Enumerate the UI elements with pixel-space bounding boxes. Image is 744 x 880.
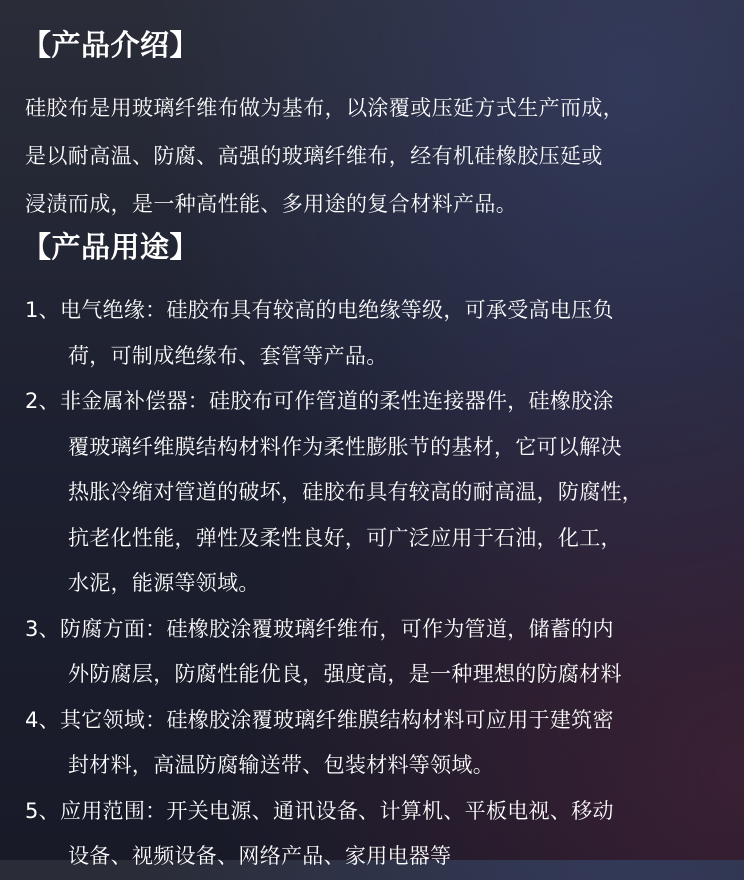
use-item-electrical-insulation [25,288,730,379]
use-item-non-metal-compensator [25,379,730,607]
use-item-line: 2、非金属补偿器：硅胶布可作管道的柔性连接器件，硅橡胶涂 [25,389,614,413]
use-item-application-scope [25,789,730,880]
use-item-line: 4、其它领域：硅橡胶涂覆玻璃纤维膜结构材料可应用于建筑密 [25,707,614,732]
use-item-line: 覆玻璃纤维膜结构材料作为柔性膨胀节的基材，它可以解决 [68,434,622,459]
intro-line: 浸渍而成，是一种高性能、多用途的复合材料产品。 [25,192,518,216]
uses-heading: 【产品用途】 [22,230,200,264]
use-item-line: 水泥，能源等领域。 [68,571,260,595]
intro-line: 硅胶布是用玻璃纤维布做为基布，以涂覆或压延方式生产而成， [25,96,625,120]
intro-heading: 【产品介绍】 [22,28,200,62]
intro-line: 是以耐高温、防腐、高强的玻璃纤维布，经有机硅橡胶压延或 [25,144,603,168]
use-item-line: 1、电气绝缘：硅胶布具有较高的电绝缘等级，可承受高电压负 [25,298,614,322]
uses-list [25,288,730,880]
use-item-anticorrosion [25,607,730,698]
use-item-line: 设备、视频设备、网络产品、家用电器等 [68,844,452,868]
use-item-line: 5、应用范围：开关电源、通讯设备、计算机、平板电视、移动 [25,798,614,823]
use-item-line: 荷，可制成绝缘布、套管等产品。 [68,343,388,368]
use-item-line: 封材料，高温防腐输送带、包装材料等领域。 [68,753,494,777]
use-item-line: 抗老化性能，弹性及柔性良好，可广泛应用于石油，化工， [68,525,622,550]
intro-paragraph [25,84,725,228]
use-item-other-fields [25,698,730,789]
use-item-line: 外防腐层，防腐性能优良，强度高，是一种理想的防腐材料 [68,662,622,686]
use-item-line: 热胀冷缩对管道的破坏，硅胶布具有较高的耐高温，防腐性， [68,480,644,504]
use-item-line: 3、防腐方面：硅橡胶涂覆玻璃纤维布，可作为管道，储蓄的内 [25,616,614,641]
